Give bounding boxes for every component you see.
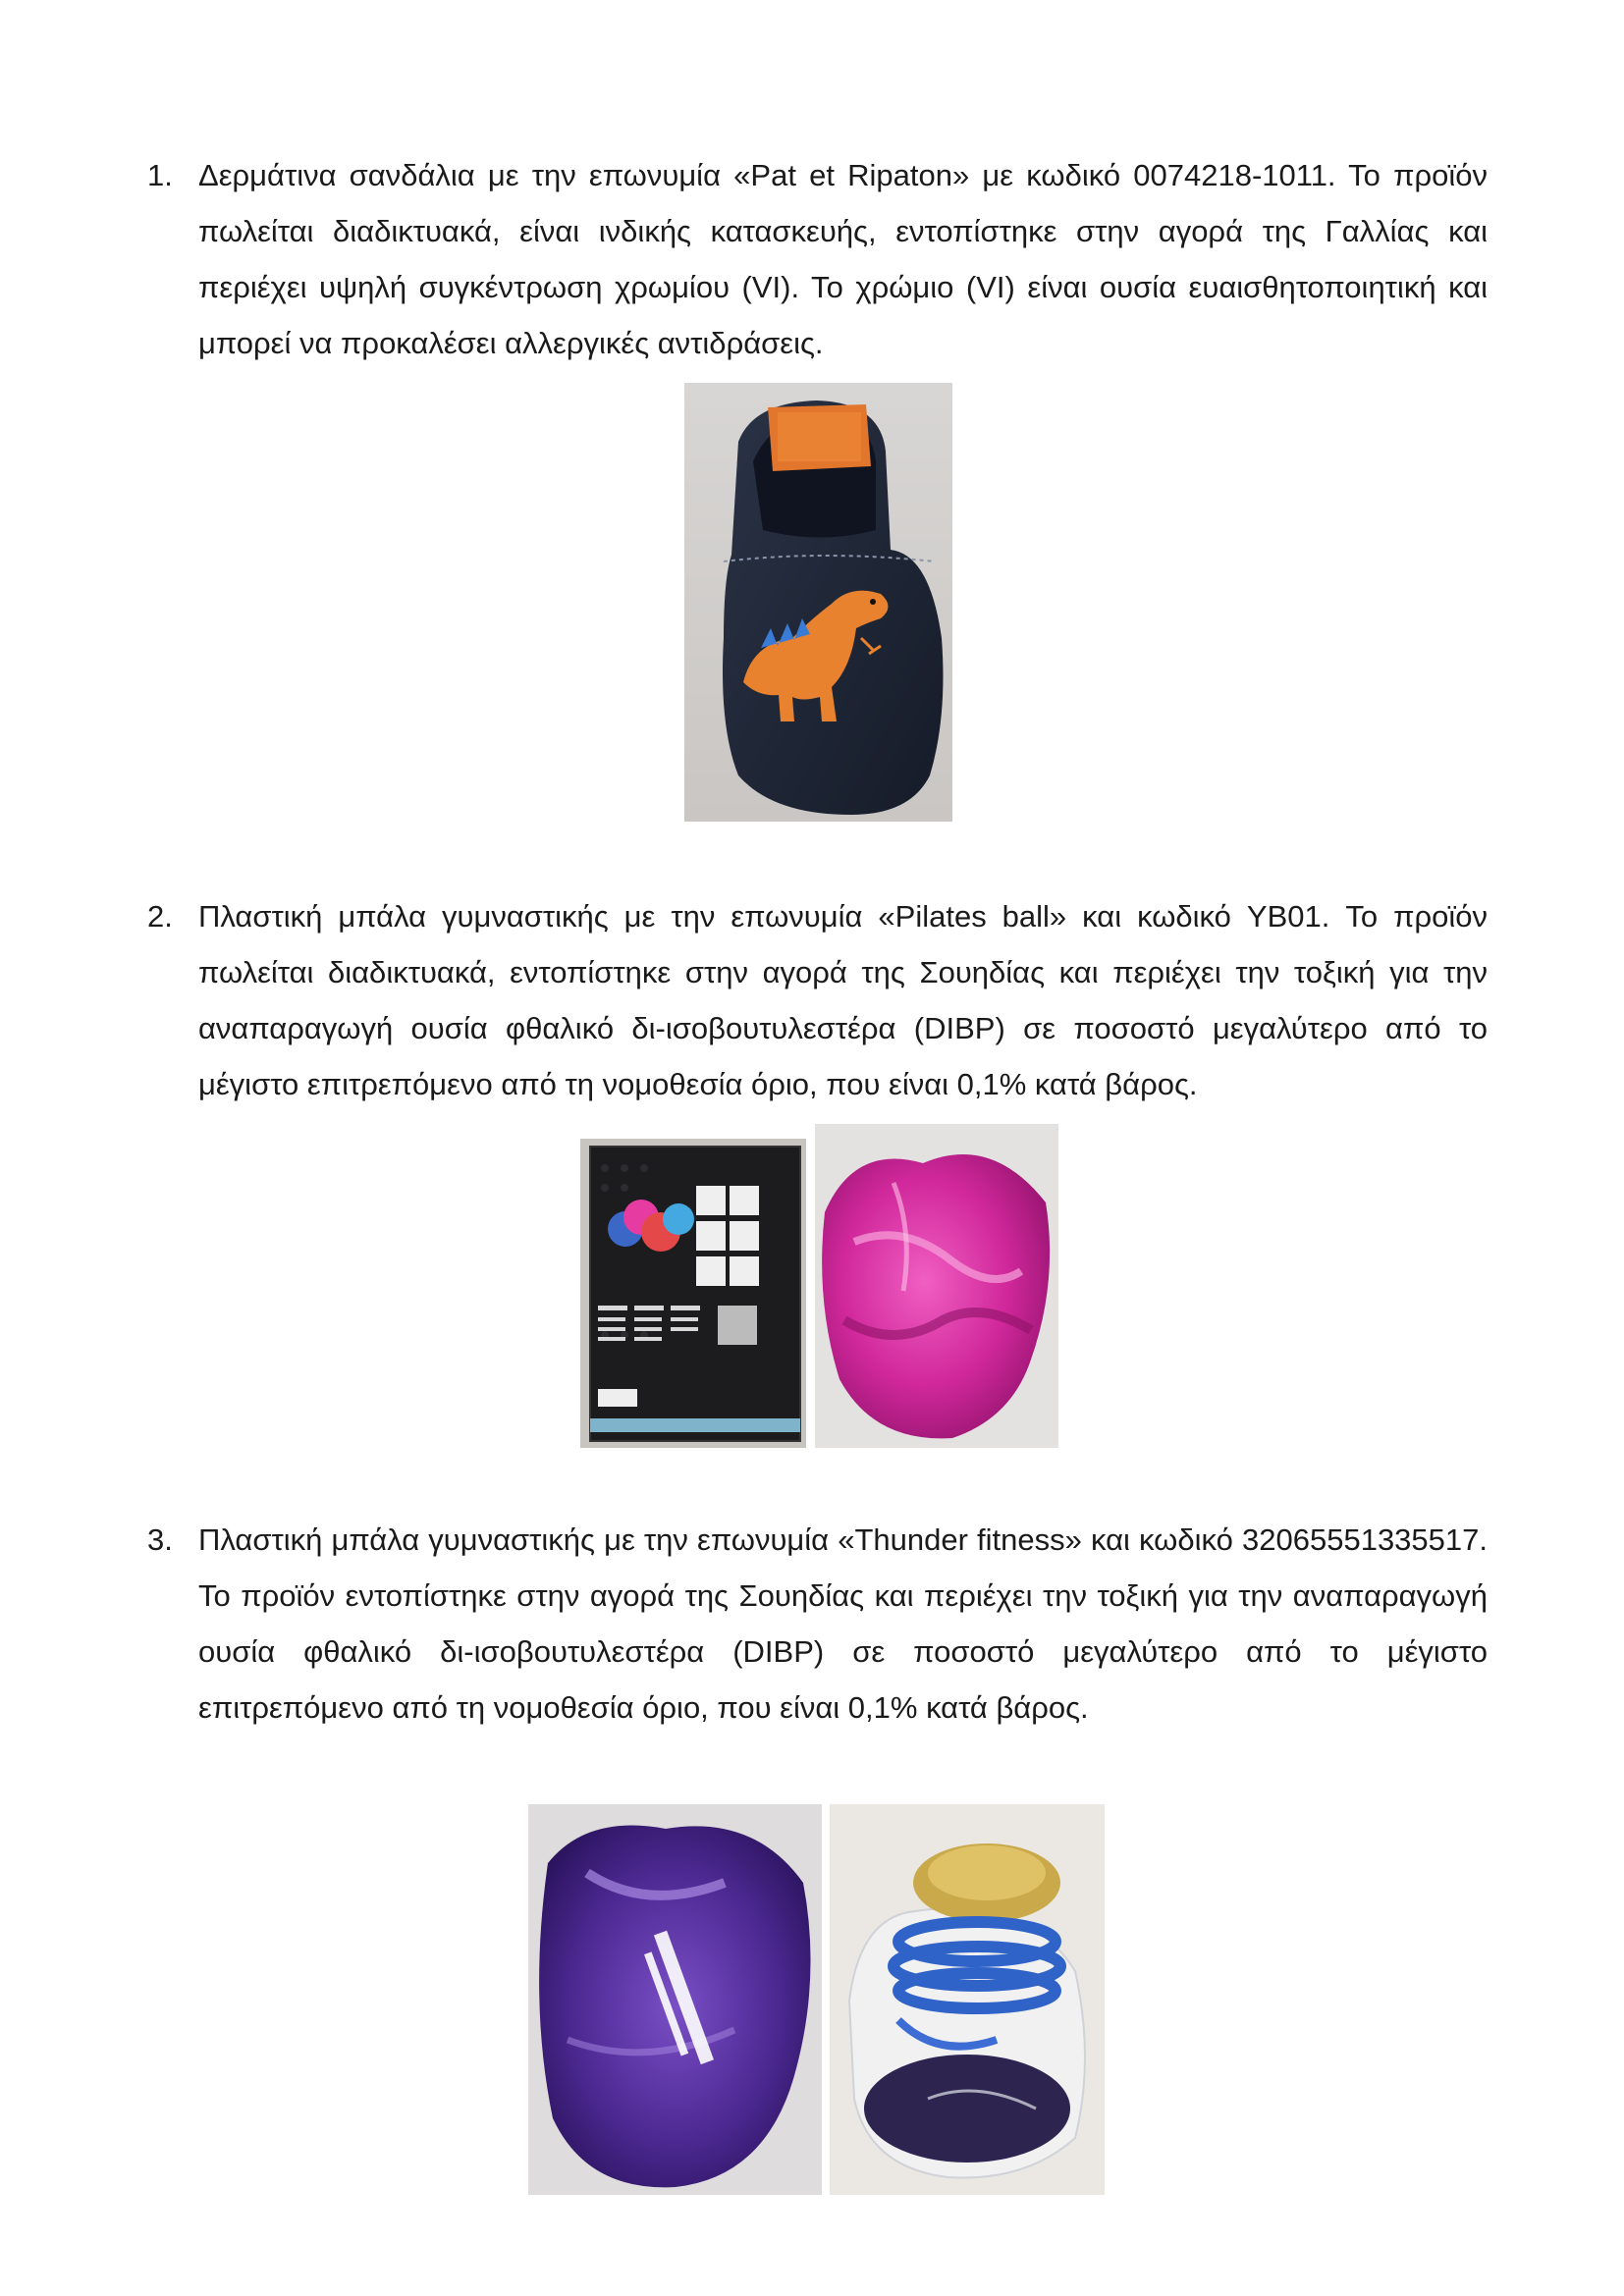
item-description: Πλαστική μπάλα γυμναστικής με την επωνυμία «Thunder fitness» και κωδικό 32065551335517. Το προϊόν εντοπίστηκε στην αγορά της Σουηδίας και περιέχει την τοξική για την αναπαραγωγή ουσία φθαλικό δι-ισοβουτυλεστέρα (DIBP) σε ποσοστό μεγαλύτερο από το μέγιστο επιτρεπόμενο από τη νομοθεσία όριο, που είναι 0,1% κατά βάρος. (198, 1522, 1488, 1725)
pilates-ball-box-photo (580, 1139, 806, 1448)
item-number: 3. (147, 1522, 173, 1557)
item-description: Πλαστική μπάλα γυμναστικής με την επωνυμία «Pilates ball» και κωδικό YB01. Το προϊόν πωλείται διαδικτυακά, εντοπίστηκε στην αγορά της Σουηδίας και περιέχει την τοξική για την αναπαραγωγή ουσία φθαλικό δι-ισοβουτυλεστέρα (DIBP) σε ποσοστό μεγαλύτερο από το μέγιστο επιτρεπόμενο από τη νομοθεσία όριο, που είναι 0,1% κατά βάρος. (198, 899, 1488, 1101)
item-description: Δερμάτινα σανδάλια με την επωνυμία «Pat et Ripaton» με κωδικό 0074218-1011. Το προϊόν πωλείται διαδικτυακά, είναι ινδικής κατασκευής, εντοπίστηκε στην αγορά της Γαλλίας και περιέχει υψηλή συγκέντρωση χρωμίου (VI). Το χρώμιο (VI) είναι ουσία ευαισθητοποιητική και μπορεί να προκαλέσει αλλεργικές αντιδράσεις. (198, 158, 1488, 360)
pink-deflated-ball-photo (815, 1124, 1058, 1448)
leather-baby-shoe-dinosaur-photo (684, 383, 952, 822)
item-number: 2. (147, 899, 173, 934)
item-number: 1. (147, 158, 173, 192)
ball-pump-in-bag-photo (830, 1804, 1105, 2195)
purple-deflated-ball-photo (528, 1804, 822, 2195)
